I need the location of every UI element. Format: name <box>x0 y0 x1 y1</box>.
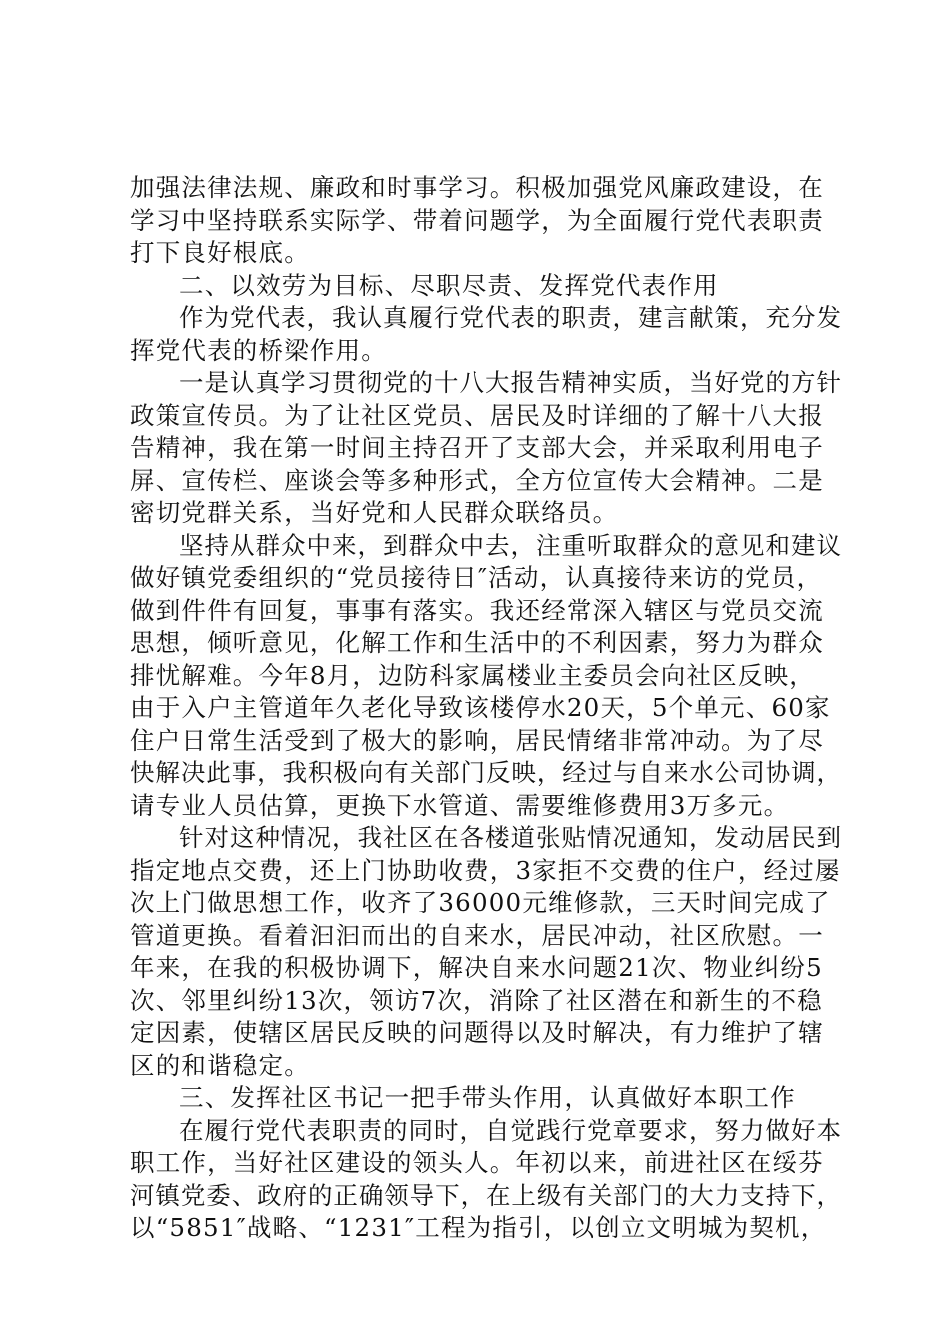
body-paragraph <box>130 530 842 823</box>
text-line: 作为党代表，我认真履行党代表的职责，建言献策，充分发 <box>179 303 842 332</box>
text-line: 以“5851″战略、“1231″工程为指引，以创立文明城为契机， <box>130 1213 827 1242</box>
text-line: 次、邻里纠纷13次，领访7次，消除了社区潜在和新生的不稳 <box>130 985 823 1015</box>
text-line: 做到件件有回复，事事有落实。我还经常深入辖区与党员交流 <box>130 595 824 625</box>
body-paragraph <box>130 367 842 530</box>
text-line: 加强法律法规、廉政和时事学习。积极加强党风廉政建设，在 <box>130 173 824 202</box>
text-line: 年来，在我的积极协调下，解决自来水问题21次、物业纠纷5 <box>130 953 823 982</box>
text-line: 住户日常生活受到了极大的影响，居民情绪非常冲动。为了尽 <box>130 725 824 755</box>
body-paragraph <box>130 302 842 367</box>
text-line: 政策宣传员。为了让社区党员、居民及时详细的了解十八大报 <box>130 400 824 430</box>
body-paragraph <box>130 172 842 270</box>
text-line: 定因素，使辖区居民反映的问题得以及时解决，有力维护了辖 <box>130 1018 824 1047</box>
body-paragraph <box>130 1115 842 1245</box>
text-line: 快解决此事，我积极向有关部门反映，经过与自来水公司协调， <box>130 758 842 787</box>
text-line: 请专业人员估算，更换下水管道、需要维修费用3万多元。 <box>130 790 790 820</box>
text-line: 挥党代表的桥梁作用。 <box>130 335 387 365</box>
text-line: 二、以效劳为目标、尽职尽责、发挥党代表作用 <box>179 270 719 300</box>
document-page <box>130 172 842 1245</box>
text-line: 屏、宣传栏、座谈会等多种形式，全方位宣传大会精神。二是 <box>130 465 824 495</box>
body-paragraph <box>130 270 842 303</box>
text-line: 密切党群关系，当好党和人民群众联络员。 <box>130 498 619 527</box>
text-line: 一是认真学习贯彻党的十八大报告精神实质，当好党的方针 <box>179 368 842 397</box>
body-paragraph <box>130 822 842 1082</box>
text-line: 打下良好根底。 <box>130 238 310 267</box>
body-paragraph <box>130 1082 842 1115</box>
text-line: 坚持从群众中来，到群众中去，注重听取群众的意见和建议 <box>179 530 842 560</box>
text-line: 做好镇党委组织的“党员接待日″活动，认真接待来访的党员， <box>130 563 823 592</box>
text-line: 在履行党代表职责的同时，自觉践行党章要求，努力做好本 <box>179 1115 842 1145</box>
text-line: 职工作，当好社区建设的领头人。年初以来，前进社区在绥芬 <box>130 1148 824 1177</box>
text-line: 学习中坚持联系实际学、带着问题学，为全面履行党代表职责 <box>130 205 824 235</box>
text-line: 由于入户主管道年久老化导致该楼停水20天，5个单元、60家 <box>130 693 831 722</box>
text-line: 指定地点交费，还上门协助收费，3家拒不交费的住户，经过屡 <box>130 855 841 885</box>
text-line: 次上门做思想工作，收齐了36000元维修款，三天时间完成了 <box>130 888 831 917</box>
text-line: 区的和谐稳定。 <box>130 1050 310 1080</box>
text-line: 河镇党委、政府的正确领导下，在上级有关部门的大力支持下， <box>130 1180 842 1210</box>
text-line: 针对这种情况，我社区在各楼道张贴情况通知，发动居民到 <box>179 823 842 852</box>
text-line: 告精神，我在第一时间主持召开了支部大会，并采取利用电子 <box>130 433 824 462</box>
text-line: 三、发挥社区书记一把手带头作用，认真做好本职工作 <box>179 1083 796 1112</box>
text-line: 思想，倾听意见，化解工作和生活中的不利因素，努力为群众 <box>130 628 824 657</box>
text-line: 管道更换。看着汩汩而出的自来水，居民冲动，社区欣慰。一 <box>130 920 824 950</box>
text-line: 排忧解难。今年8月，边防科家属楼业主委员会向社区反映， <box>130 660 815 690</box>
